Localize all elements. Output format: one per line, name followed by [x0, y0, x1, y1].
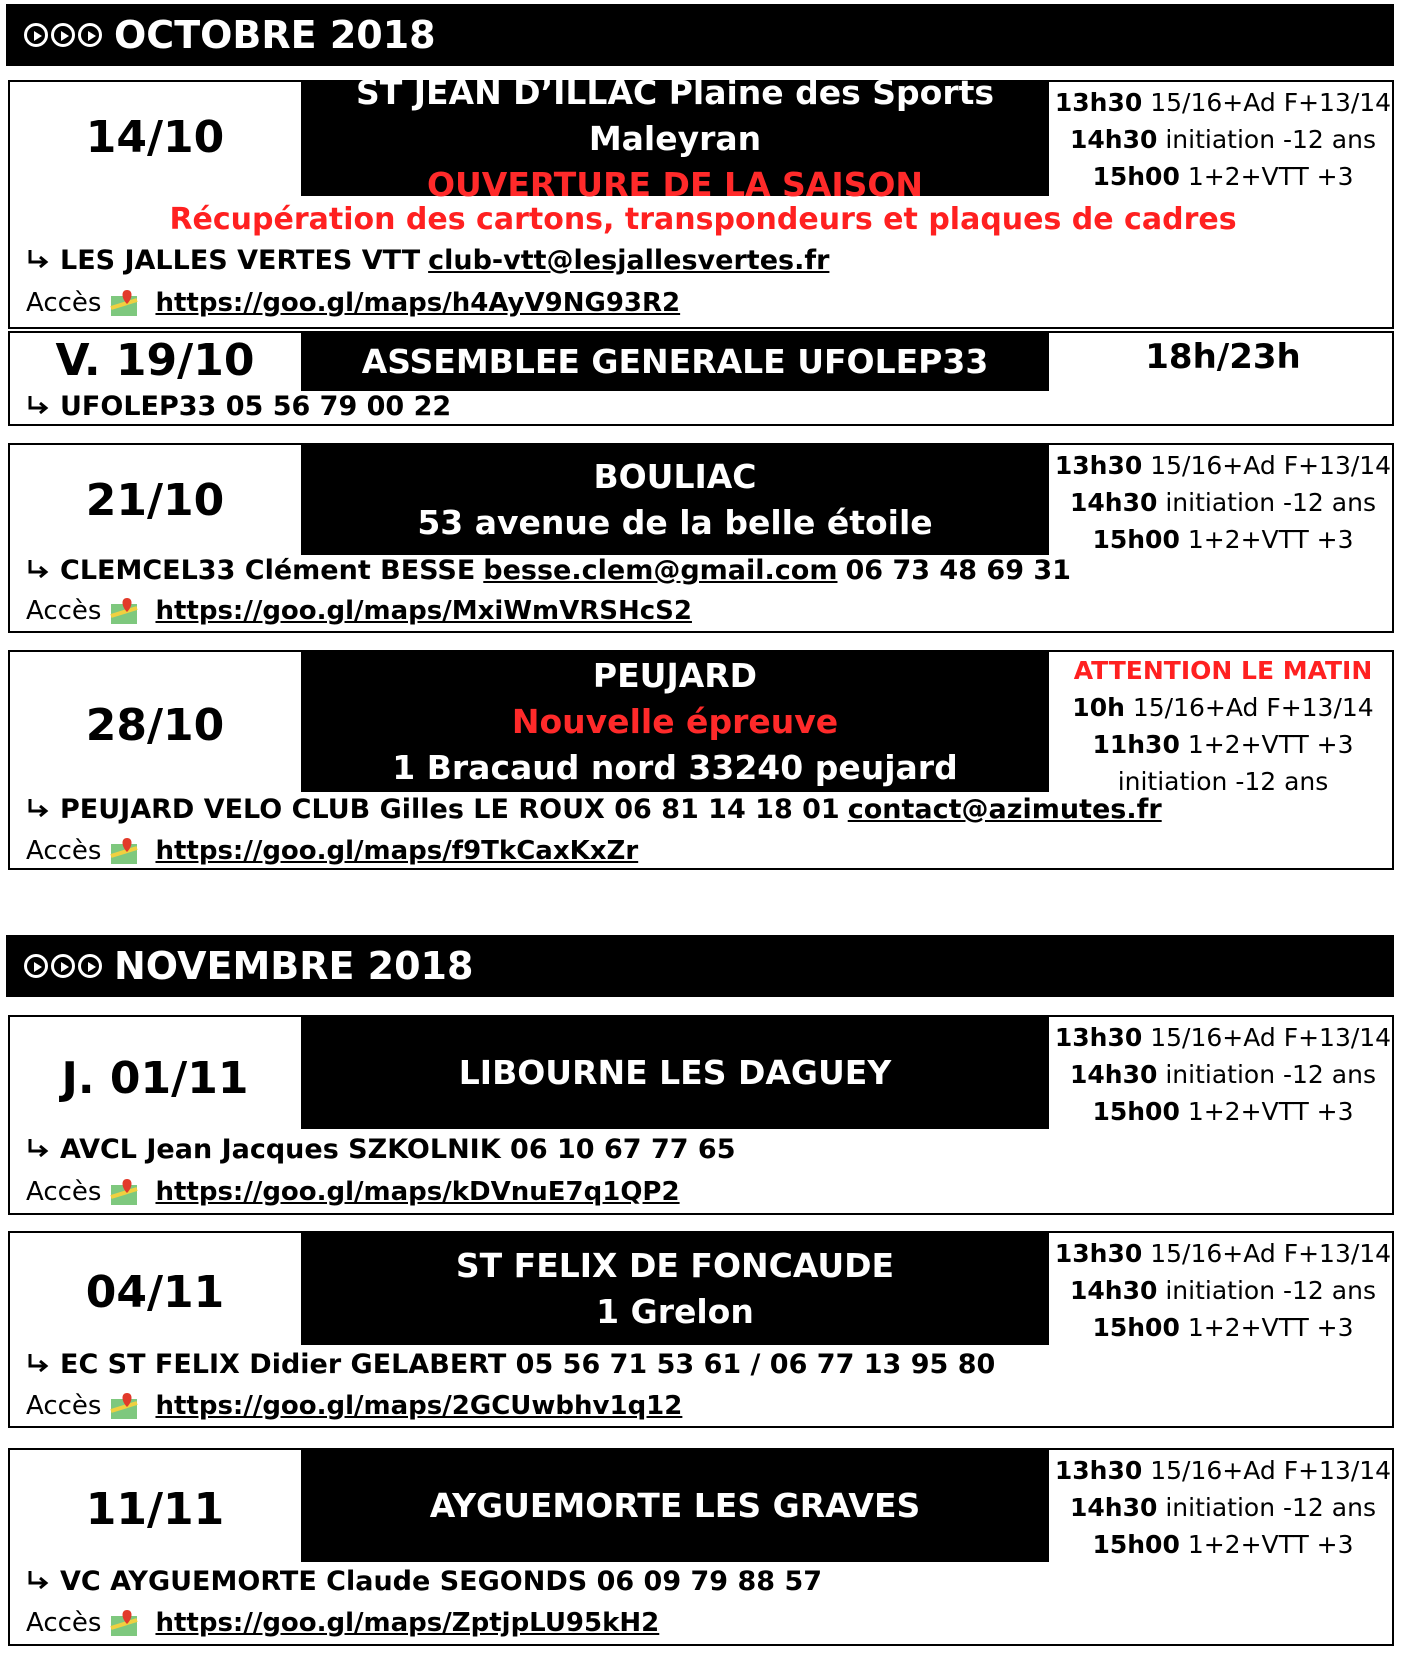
event-title-block — [301, 445, 1049, 555]
hook-arrow-icon — [26, 1569, 52, 1595]
event-access: Accès https://goo.gl/maps/f9TkCaxKxZr — [26, 836, 639, 866]
hook-arrow-icon — [26, 558, 52, 584]
event-date: V. 19/10 — [55, 335, 255, 386]
arrows-icon — [24, 954, 102, 978]
event-title: PEUJARD — [592, 656, 758, 695]
map-icon — [109, 288, 141, 318]
event-card — [8, 650, 1394, 870]
event-title: ST FELIX DE FONCAUDE — [455, 1246, 895, 1285]
event-times: 13h30 15/16+Ad F+13/14 14h30 initiation -12 ans 15h00 1+2+VTT +3 — [1054, 1456, 1392, 1559]
event-card — [8, 331, 1394, 426]
event-title-block — [301, 1233, 1049, 1345]
month-header-november — [6, 935, 1394, 997]
maps-link[interactable]: https://goo.gl/maps/2GCUwbhv1q12 — [155, 1391, 683, 1421]
contact-email-link[interactable]: besse.clem@gmail.com — [483, 555, 838, 586]
event-contact: EC ST FELIX Didier GELABERT 05 56 71 53 61 / 06 77 13 95 80 — [26, 1349, 995, 1380]
hook-arrow-icon — [26, 394, 52, 420]
event-access: Accès https://goo.gl/maps/MxiWmVRSHcS2 — [26, 596, 692, 626]
event-date: 14/10 — [85, 112, 225, 163]
event-date: 28/10 — [85, 700, 225, 751]
arrows-icon — [24, 23, 102, 47]
event-title-block — [301, 652, 1049, 792]
maps-link[interactable]: https://goo.gl/maps/f9TkCaxKxZr — [155, 836, 639, 866]
event-date: 21/10 — [85, 475, 225, 526]
event-notice: Récupération des cartons, transpondeurs et plaques de cadres — [169, 202, 1237, 237]
event-title-block — [301, 333, 1049, 391]
event-date: 11/11 — [85, 1484, 225, 1535]
event-contact: CLEMCEL33 Clément BESSE besse.clem@gmail.com 06 73 48 69 31 — [26, 555, 1071, 586]
event-access: Accès https://goo.gl/maps/kDVnuE7q1QP2 — [26, 1177, 680, 1207]
event-times: 13h30 15/16+Ad F+13/14 14h30 initiation -12 ans 15h00 1+2+VTT +3 — [1054, 88, 1392, 191]
map-icon — [109, 836, 141, 866]
event-card — [8, 443, 1394, 633]
hook-arrow-icon — [26, 1137, 52, 1163]
event-title: ST JEAN D’ILLAC Plaine des Sports Maleyran — [355, 73, 995, 158]
hook-arrow-icon — [26, 1352, 52, 1378]
event-subtitle: Nouvelle épreuve — [511, 702, 839, 741]
event-title: BOULIAC — [593, 457, 757, 496]
map-icon — [109, 1391, 141, 1421]
event-card — [8, 1448, 1394, 1646]
contact-email-link[interactable]: contact@azimutes.fr — [847, 794, 1162, 825]
event-access: Accès https://goo.gl/maps/2GCUwbhv1q12 — [26, 1391, 683, 1421]
event-title-block — [301, 73, 1049, 204]
event-contact: UFOLEP33 05 56 79 00 22 — [26, 391, 451, 422]
event-access: Accès https://goo.gl/maps/h4AyV9NG93R2 — [26, 288, 681, 318]
maps-link[interactable]: https://goo.gl/maps/ZptjpLU95kH2 — [155, 1608, 660, 1638]
event-times: 13h30 15/16+Ad F+13/14 14h30 initiation -12 ans 15h00 1+2+VTT +3 — [1054, 1023, 1392, 1126]
event-contact: AVCL Jean Jacques SZKOLNIK 06 10 67 77 65 — [26, 1134, 736, 1165]
month-title: OCTOBRE 2018 — [114, 13, 436, 57]
event-title: LIBOURNE LES DAGUEY — [458, 1053, 892, 1092]
hook-arrow-icon — [26, 248, 52, 274]
month-title: NOVEMBRE 2018 — [114, 944, 474, 988]
event-address: 1 Bracaud nord 33240 peujard — [392, 748, 958, 787]
maps-link[interactable]: https://goo.gl/maps/MxiWmVRSHcS2 — [155, 596, 692, 626]
event-contact: VC AYGUEMORTE Claude SEGONDS 06 09 79 88 57 — [26, 1566, 822, 1597]
event-times: 13h30 15/16+Ad F+13/14 14h30 initiation -12 ans 15h00 1+2+VTT +3 — [1054, 451, 1392, 554]
event-card — [8, 1231, 1394, 1428]
event-subtitle: OUVERTURE DE LA SAISON — [426, 165, 924, 204]
event-card — [8, 1015, 1394, 1215]
map-icon — [109, 1177, 141, 1207]
event-title-block — [301, 1450, 1049, 1562]
maps-link[interactable]: https://goo.gl/maps/h4AyV9NG93R2 — [155, 288, 681, 318]
event-address: 53 avenue de la belle étoile — [417, 503, 933, 542]
event-times: ATTENTION LE MATIN 10h 15/16+Ad F+13/14 11h30 1+2+VTT +3 initiation -12 ans — [1050, 652, 1396, 800]
event-access: Accès https://goo.gl/maps/ZptjpLU95kH2 — [26, 1608, 660, 1638]
event-address: 1 Grelon — [596, 1292, 754, 1331]
event-title: ASSEMBLEE GENERALE UFOLEP33 — [361, 342, 989, 381]
event-time: 18h/23h — [1145, 337, 1301, 377]
event-card — [8, 73, 1394, 329]
event-times: 13h30 15/16+Ad F+13/14 14h30 initiation -12 ans 15h00 1+2+VTT +3 — [1054, 1239, 1392, 1342]
maps-link[interactable]: https://goo.gl/maps/kDVnuE7q1QP2 — [155, 1177, 680, 1207]
map-icon — [109, 596, 141, 626]
month-header-october — [6, 4, 1394, 66]
contact-email-link[interactable]: club-vtt@lesjallesvertes.fr — [428, 245, 830, 276]
map-icon — [109, 1608, 141, 1638]
event-title: AYGUEMORTE LES GRAVES — [429, 1486, 921, 1525]
event-title-block — [301, 1017, 1049, 1129]
warning-text: ATTENTION LE MATIN — [1073, 656, 1373, 685]
event-date: 04/11 — [85, 1267, 225, 1318]
event-contact: LES JALLES VERTES VTT club-vtt@lesjallesvertes.fr — [26, 245, 837, 276]
event-contact: PEUJARD VELO CLUB Gilles LE ROUX 06 81 14 18 01 contact@azimutes.fr — [26, 794, 1170, 825]
event-date: J. 01/11 — [61, 1053, 249, 1104]
hook-arrow-icon — [26, 797, 52, 823]
